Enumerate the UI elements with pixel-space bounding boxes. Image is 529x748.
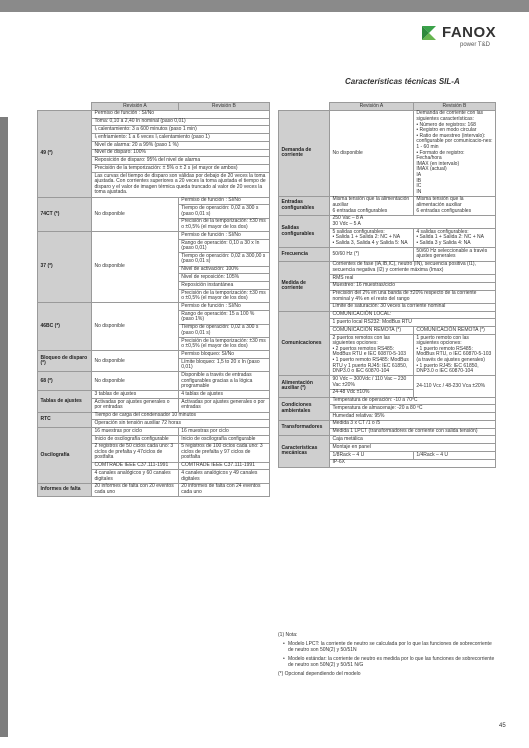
cell-amb-1: Temperatura de almacenaje: -20 a 80 ºC (330, 405, 496, 413)
cell-alim-a1: 90 Vdc – 300Vdc / 110 Vac – 230 Vac ±20% (330, 376, 414, 389)
cell-frecuencia-a: 50/60 Hz (*) (330, 248, 414, 261)
note-item: • Modelo LPCT: la corriente de neutro se calculada por lo que las funciones de sobrecorriente de neutro son 50N(2) y 50/51N (283, 641, 498, 653)
top-band (0, 0, 529, 12)
cell-osc-0a: 16 muestras por ciclo (92, 428, 179, 436)
row-label-ambientales: Condiciones ambientales (279, 397, 330, 420)
cell-informes-b: 20 informes de falta con 24 eventos cada uno (178, 483, 269, 496)
cell-com-1: 1 puerto local RS232: ModBus RTU (330, 319, 496, 327)
cell-medida-1: RMS real (330, 274, 496, 282)
cell-osc-4b: 4 canales analógicos y 49 canales digitales (178, 470, 269, 483)
row-label-bloqueo: Bloqueo de disparo (*) (38, 351, 92, 372)
cell-37-a: No disponible (92, 232, 179, 303)
cell-tablas-0b: 4 tablas de ajustes (178, 391, 269, 399)
cell-mec-a: 1/8Rack – 4 U (330, 451, 414, 459)
row-label-salidas: Salidas configurables (279, 215, 330, 247)
cell-salidas-top: 250 Vac – 8 A 30 Vdc – 5 A (330, 215, 496, 228)
cell-bloqueo-a: No disponible (92, 351, 179, 372)
cell-74ct-b2: Precisión de la temporización: ±30 ms o ±0,5% (el mayor de los dos) (178, 218, 269, 231)
notes-list (283, 641, 498, 668)
row-label-68: 68 (*) (38, 372, 92, 391)
cell-mec-b: 1/4Rack – 4 U (413, 451, 495, 459)
section-title: Características técnicas SIL-A (345, 77, 460, 86)
cell-salidas-b: 4 salidas configurables: • Salida 1 + Salida 2: NC + NA • Salida 3 y Salida 4: NA (413, 229, 495, 248)
cell-osc-2b: 5 registros de 100 ciclos cada uno: 3 ciclos de prefalta y 97 ciclos de postfalta (178, 443, 269, 462)
cell-37-b0: Permiso de función : SI/No (178, 232, 269, 240)
col-header-rev-b: Revisión B (413, 103, 495, 111)
cell-informes-a: 20 informes de falta con 20 eventos cada uno (92, 483, 179, 496)
cell-bloqueo-b1: Límite bloqueo: 1,5 to 20 x In (paso 0,01) (178, 359, 269, 372)
cell-amb-0: Temperatura de operación: -10 a 70ºC (330, 397, 496, 405)
cell-46bc-b3: Precisión de la temporización: ±30 ms o ±0,5% (el mayor de los dos) (178, 337, 269, 350)
row-label-rtc: RTC (38, 412, 92, 428)
cell-49-3: Iᵢ enfriamiento: 1 a 6 veces Iᵢ calentamiento (paso 1) (92, 134, 270, 142)
row-label-informes: Informes de falta (38, 483, 92, 496)
cell-rtc-1: Operación sin tensión auxiliar 72 horas (92, 420, 270, 428)
cell-49-2: Iᵢ calentamiento: 3 a 600 minutos (paso 1 min) (92, 126, 270, 134)
cell-com-a: 2 puertos remotos con las siguientes opciones: • 2 puertos remotos RS485: ModBus RTU e IEC 60870-5-103 • 1 puerto remoto RS485: ModBus RTU y 1 puerto RJ45: IEC 61850, DNP3.0 o IEC 60870-104 (330, 335, 414, 376)
cell-osc-3a: COMTRADE IEEE C37.111-1991 (92, 462, 179, 470)
note-item: • Modelo estándar: la corriente de neutro es medida por lo que las funciones de sobrecorriente de neutro son 50N(2) y 50/51 N/G (283, 656, 498, 668)
row-label-entradas: Entradas configurables (279, 196, 330, 215)
cell-49-5: Nivel de disparo: 100% (92, 149, 270, 157)
cell-mec-last: IP-6X (330, 459, 496, 467)
cell-37-b2: Tiempo de operación: 0,02 a 300,00 s (paso 0,01 s) (178, 253, 269, 266)
col-header-rev-a: Revisión A (92, 103, 179, 111)
cell-osc-3b: COMTRADE IEEE C37.111-1991 (178, 462, 269, 470)
brand-tagline: power T&D (460, 42, 490, 48)
cell-medida-2: Muestreo: 16 muestras/ciclo (330, 282, 496, 290)
row-label-37: 37 (*) (38, 232, 92, 303)
row-label-frecuencia: Frecuencia (279, 248, 330, 261)
cell-37-b4: Nivel de reposición: 105% (178, 274, 269, 282)
cell-amb-2: Humedad relativa: 95% (330, 413, 496, 421)
cell-tablas-1a: Activadas por ajustes generales o por entradas (92, 399, 179, 412)
cell-49-1: Toma: 0,10 a 2,40 In nominal (paso 0,01) (92, 118, 270, 126)
cell-46bc-a: No disponible (92, 303, 179, 351)
cell-com-a-title: COMUNICACIÓN REMOTA (*) (330, 327, 414, 335)
cell-74ct-b1: Tiempo de operación: 0,02 a 300 s (paso 0,01 s) (178, 205, 269, 218)
row-label-medida: Medida de corriente (279, 261, 330, 311)
cell-74ct-a: No disponible (92, 197, 179, 232)
cell-com-b-title: COMUNICACIÓN REMOTA (*) (413, 327, 495, 335)
notes-title: (1) Nota: (278, 632, 298, 638)
cell-alim-b: 24-110 Vcc / 48-230 Vca ±20% (413, 376, 495, 397)
cell-alim-a2: 24-48 Vdc ±10% (330, 389, 414, 397)
cell-46bc-b0: Permiso de función : SI/No (178, 303, 269, 311)
cell-entradas-b: Misma tensión que la alimentación auxiliar 6 entradas configurables (413, 196, 495, 215)
cell-37-b5: Reposición instantánea (178, 282, 269, 290)
cell-37-b1: Rango de operación: 0,10 a 30 x In (paso 0,01) (178, 239, 269, 252)
right-spec-table (278, 102, 496, 468)
cell-bloqueo-b0: Permiso bloqueo: SI/No (178, 351, 269, 359)
left-side-bar (0, 117, 8, 737)
cell-osc-0b: 16 muestras por ciclo (178, 428, 269, 436)
cell-tablas-1b: Activadas por ajustes generales o por entradas (178, 399, 269, 412)
col-header-rev-b: Revisión B (178, 103, 269, 111)
cell-rtc-0: Tiempo de carga del condensador 10 minutos (92, 412, 270, 420)
cell-osc-1a: Inicio de oscilografía configurable (92, 435, 179, 443)
row-label-alimentacion: Alimentación auxiliar (*) (279, 376, 330, 397)
cell-osc-2a: 2 registros de 50 ciclos cada uno: 3 ciclos de prefalta y 47ciclos de postfalta (92, 443, 179, 462)
notes-block (278, 632, 498, 680)
col-header-rev-a: Revisión A (330, 103, 414, 111)
cell-49-6: Reposición de disparo: 95% del nivel de alarma (92, 157, 270, 165)
cell-37-b3: Nivel de activación: 100% (178, 266, 269, 274)
row-label-oscilografia: Oscilografía (38, 428, 92, 484)
cell-49-0: Permiso de función : SI/No (92, 110, 270, 118)
row-label-49: 49 (*) (38, 110, 92, 197)
cell-osc-1b: Inicio de oscilografía configurable (178, 435, 269, 443)
cell-mec-1: Montaje en panel (330, 444, 496, 452)
cell-trans-0: Medida 3 x CT /1 o /5 (330, 420, 496, 428)
row-label-tablas: Tablas de ajustes (38, 391, 92, 412)
cell-68-b: Disponible a través de entradas configurables gracias a la lógica programable (178, 372, 269, 391)
cell-46bc-b1: Rango de operación: 15 a 100 % (paso 1%) (178, 311, 269, 324)
row-label-transformadores: Transformadores (279, 420, 330, 436)
page-number: 45 (499, 723, 506, 729)
cell-osc-4a: 4 canales analógicos y 60 canales digitales (92, 470, 179, 483)
notes-footer: (*) Opcional dependiendo del modelo (278, 671, 361, 677)
brand-name: FANOX (442, 24, 497, 41)
row-label-46bc: 46BC (*) (38, 303, 92, 351)
fanox-logo-icon (420, 24, 438, 42)
row-label-demanda: Demanda de corriente (279, 110, 330, 196)
cell-medida-3: Precisión del 2% en una banda de ±20% respecto de la corriente nominal y 4% en el resto del rango (330, 290, 496, 303)
cell-mec-0: Caja metálica (330, 436, 496, 444)
cell-salidas-a: 5 salidas configurables: • Salida 1 + Salida 2: NC + NA • Salida 3, Salida 4 y Salida 5: NA (330, 229, 414, 248)
cell-37-b6: Precisión de la temporización: ±30 ms o ±0,5% (el mayor de los dos) (178, 290, 269, 303)
row-label-comunicaciones: Comunicaciones (279, 311, 330, 376)
cell-medida-4: Límite de saturación: 30 veces la corriente nominal (330, 303, 496, 311)
cell-frecuencia-b: 50/60 Hz seleccionable a través ajustes generales (413, 248, 495, 261)
row-label-74ct: 74CT (*) (38, 197, 92, 232)
cell-com-0: COMUNICACIÓN LOCAL: (330, 311, 496, 319)
cell-49-4: Nivel de alarma: 20 a 99% (paso 1 %) (92, 141, 270, 149)
row-label-mecanicas: Características mecánicas (279, 436, 330, 467)
cell-demanda-a: No disponible (330, 110, 414, 196)
cell-com-b: 1 puerto remoto con las siguientes opciones: • 1 puerto remoto RS485: ModBus RTU, o IEC 60870-5-103 (a través de ajustes generales) • 1 puerto RJ45: IEC 61850, DNP3.0 o IEC 60870-104 (413, 335, 495, 376)
cell-68-a: No disponible (92, 372, 179, 391)
cell-46bc-b2: Tiempo de operación: 0,02 a 300 s (paso 0,01 s) (178, 324, 269, 337)
cell-49-8: Las curvas del tiempo de disparo son válidas por debajo de 20 veces la toma ajustada. Con corrientes superiores a 20 veces la toma ajustada el tiempo de disparo y el valor de imagen térmica queda truncado al valor de 20 veces la toma ajustada. (92, 173, 270, 198)
cell-entradas-a: Misma tensión que la alimentación auxiliar 6 entradas configurables (330, 196, 414, 215)
cell-49-7: Precisión de la temporización: ± 5% o ± 2 s (el mayor de ambos) (92, 165, 270, 173)
cell-demanda-b: Demanda de corriente con las siguientes características: • Número de registros: 168 • Registro en modo circular • Ratio de muestreo (intervalo): configurable por comunicacio-nes: 1 - 60 min • Formato de registro: Fecha/hora IMAX (en intervalo) IMAX (actual) IA IB IC IN (413, 110, 495, 196)
cell-medida-0: Corrientes de fase (IA,IB,IC), neutro (IN), secuencia positiva (I1), secuencia negativa (I2) y corriente máxima (Imax) (330, 261, 496, 274)
cell-tablas-0a: 3 tablas de ajustes (92, 391, 179, 399)
cell-74ct-b0: Permiso de función : SI/No (178, 197, 269, 205)
left-spec-table (37, 102, 270, 497)
cell-trans-1: Medida 1 LPCT (transformadores de corriente con salida tensión) (330, 428, 496, 436)
